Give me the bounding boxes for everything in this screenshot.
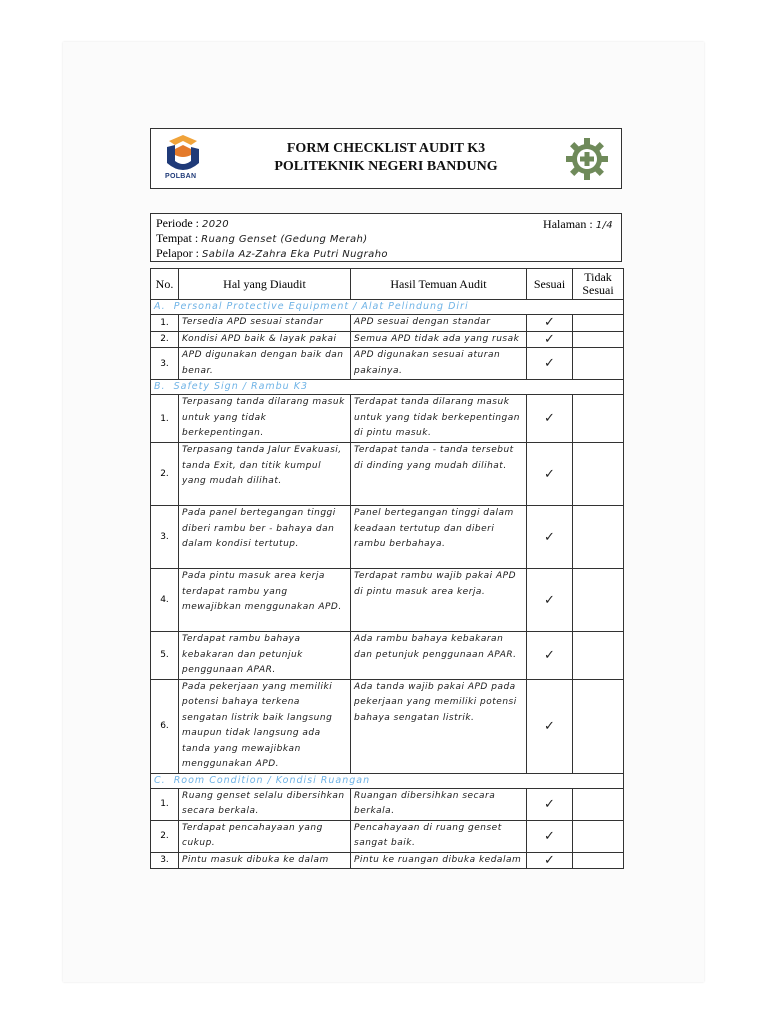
row-tidak-sesuai <box>573 506 624 569</box>
row-finding: Ada rambu bahaya kebakaran dan petunjuk penggunaan APAR. <box>351 632 527 680</box>
row-finding: Terdapat tanda - tanda tersebut di dinding yang mudah dilihat. <box>351 443 527 506</box>
row-tidak-sesuai <box>573 820 624 852</box>
row-finding: Terdapat rambu wajib pakai APD di pintu masuk area kerja. <box>351 569 527 632</box>
row-finding: Terdapat tanda dilarang masuk untuk yang tidak berkepentingan di pintu masuk. <box>351 395 527 443</box>
pelapor-label: Pelapor : <box>156 246 199 260</box>
row-no: 3. <box>151 852 179 869</box>
row-tidak-sesuai <box>573 852 624 869</box>
table-row <box>151 852 624 869</box>
row-no: 3. <box>151 348 179 380</box>
row-sesuai-check: ✓ <box>527 679 573 773</box>
section-row <box>151 300 624 315</box>
table-row <box>151 506 624 569</box>
tempat-line <box>156 231 368 246</box>
section-title: Room Condition / Kondisi Ruangan <box>173 774 371 786</box>
tempat-value: Ruang Genset (Gedung Merah) <box>201 234 368 245</box>
section-row <box>151 380 624 395</box>
halaman-label: Halaman : <box>543 217 593 231</box>
row-tidak-sesuai <box>573 632 624 680</box>
row-item: Terdapat pencahayaan yang cukup. <box>179 820 351 852</box>
institution-title: POLITEKNIK NEGERI BANDUNG <box>274 159 498 174</box>
row-no: 1. <box>151 315 179 332</box>
row-sesuai-check: ✓ <box>527 315 573 332</box>
row-no: 2. <box>151 331 179 348</box>
table-row <box>151 395 624 443</box>
col-header-no: No. <box>151 269 179 300</box>
row-sesuai-check: ✓ <box>527 443 573 506</box>
row-sesuai-check: ✓ <box>527 331 573 348</box>
row-no: 2. <box>151 443 179 506</box>
row-tidak-sesuai <box>573 395 624 443</box>
row-tidak-sesuai <box>573 348 624 380</box>
row-sesuai-check: ✓ <box>527 569 573 632</box>
row-tidak-sesuai <box>573 331 624 348</box>
row-sesuai-check: ✓ <box>527 348 573 380</box>
section-letter: C. <box>154 774 166 786</box>
table-header-row <box>151 269 624 300</box>
row-item: Pada pekerjaan yang memiliki potensi bahaya terkena sengatan listrik baik langsung maupun tidak langsung ada tanda yang mewajibkan menggunakan APD. <box>179 679 351 773</box>
row-item: Terpasang tanda dilarang masuk untuk yang tidak berkepentingan. <box>179 395 351 443</box>
k3-gear-cross-icon <box>565 137 609 181</box>
row-sesuai-check: ✓ <box>527 852 573 869</box>
halaman-line <box>543 217 613 232</box>
table-row <box>151 315 624 332</box>
logo-text: POLBAN <box>165 173 197 180</box>
row-sesuai-check: ✓ <box>527 820 573 852</box>
pelapor-value: Sabila Az-Zahra Eka Putri Nugraho <box>202 249 388 260</box>
row-item: Terpasang tanda Jalur Evakuasi, tanda Exit, dan titik kumpul yang mudah dilihat. <box>179 443 351 506</box>
table-row <box>151 820 624 852</box>
form-header <box>150 128 622 189</box>
pelapor-line <box>156 246 388 261</box>
table-row <box>151 331 624 348</box>
row-sesuai-check: ✓ <box>527 788 573 820</box>
section-letter: B. <box>154 381 166 392</box>
table-row <box>151 348 624 380</box>
row-item: Tersedia APD sesuai standar <box>179 315 351 332</box>
col-header-tidak-sesuai: Tidak Sesuai <box>573 269 624 300</box>
row-tidak-sesuai <box>573 569 624 632</box>
section-title: Personal Protective Equipment / Alat Pelindung Diri <box>173 301 469 312</box>
table-row <box>151 679 624 773</box>
row-no: 2. <box>151 820 179 852</box>
row-finding: Semua APD tidak ada yang rusak <box>351 331 527 348</box>
table-row <box>151 632 624 680</box>
periode-value: 2020 <box>202 219 230 230</box>
row-finding: Panel bertegangan tinggi dalam keadaan tertutup dan diberi rambu berbahaya. <box>351 506 527 569</box>
row-no: 4. <box>151 569 179 632</box>
row-no: 1. <box>151 395 179 443</box>
section-row <box>151 773 624 788</box>
form-meta <box>150 213 622 262</box>
row-finding: APD sesuai dengan standar <box>351 315 527 332</box>
audit-checklist-table <box>150 268 624 869</box>
row-sesuai-check: ✓ <box>527 632 573 680</box>
section-letter: A. <box>154 301 166 312</box>
row-sesuai-check: ✓ <box>527 395 573 443</box>
col-header-item: Hal yang Diaudit <box>179 269 351 300</box>
row-finding: Pencahayaan di ruang genset sangat baik. <box>351 820 527 852</box>
row-tidak-sesuai <box>573 443 624 506</box>
halaman-value: 1/4 <box>595 220 613 231</box>
row-sesuai-check: ✓ <box>527 506 573 569</box>
table-row <box>151 443 624 506</box>
row-tidak-sesuai <box>573 788 624 820</box>
row-item: Terdapat rambu bahaya kebakaran dan petunjuk penggunaan APAR. <box>179 632 351 680</box>
tempat-label: Tempat : <box>156 231 199 245</box>
row-tidak-sesuai <box>573 679 624 773</box>
row-item: Pada panel bertegangan tinggi diberi rambu ber - bahaya dan dalam kondisi tertutup. <box>179 506 351 569</box>
periode-line <box>156 216 229 231</box>
row-finding: APD digunakan sesuai aturan pakainya. <box>351 348 527 380</box>
row-item: Pada pintu masuk area kerja terdapat rambu yang mewajibkan menggunakan APD. <box>179 569 351 632</box>
row-finding: Ruangan dibersihkan secara berkala. <box>351 788 527 820</box>
row-finding: Ada tanda wajib pakai APD pada pekerjaan yang memiliki potensi bahaya sengatan listrik. <box>351 679 527 773</box>
row-tidak-sesuai <box>573 315 624 332</box>
row-no: 6. <box>151 679 179 773</box>
col-header-finding: Hasil Temuan Audit <box>351 269 527 300</box>
form-title: FORM CHECKLIST AUDIT K3 <box>286 141 486 156</box>
table-row <box>151 569 624 632</box>
row-item: Ruang genset selalu dibersihkan secara berkala. <box>179 788 351 820</box>
row-no: 5. <box>151 632 179 680</box>
row-item: Pintu masuk dibuka ke dalam <box>179 852 351 869</box>
col-header-sesuai: Sesuai <box>527 269 573 300</box>
row-finding: Pintu ke ruangan dibuka kedalam <box>351 852 527 869</box>
row-no: 1. <box>151 788 179 820</box>
row-item: APD digunakan dengan baik dan benar. <box>179 348 351 380</box>
row-item: Kondisi APD baik & layak pakai <box>179 331 351 348</box>
row-no: 3. <box>151 506 179 569</box>
table-row <box>151 788 624 820</box>
section-title: Safety Sign / Rambu K3 <box>173 381 308 392</box>
periode-label: Periode : <box>156 216 199 230</box>
